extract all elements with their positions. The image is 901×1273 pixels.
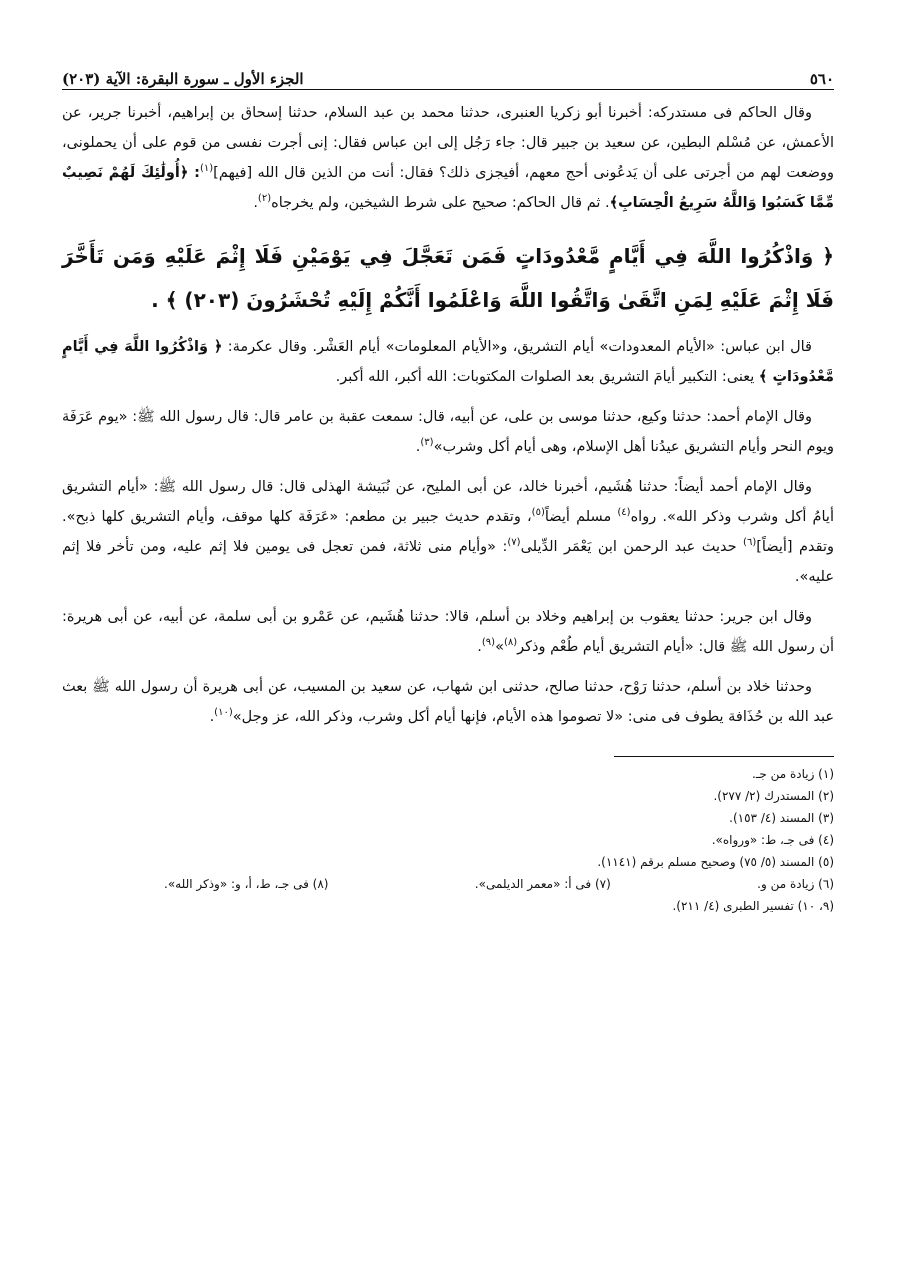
footnote-5: (٥) المسند (٥/ ٧٥) وصحيح مسلم برقم (١١٤١). xyxy=(597,855,834,869)
quran-quote: : ﴿أُولَٰئِكَ لَهُمْ نَصِيبٌ مِّمَّا كَسَبُوا وَاللَّهُ سَرِيعُ الْحِسَابِ﴾ xyxy=(62,165,834,211)
footnote-ref: (٣) xyxy=(420,437,434,449)
paragraph-text: وحدثنا خلاد بن أسلم، حدثنا رَوْح، حدثنا صالح، حدثنى ابن شهاب، عن سعيد بن المسيب، عن أبى هريرة أن رسول الله ﷺ بعث عبد الله بن حُذَافة يطوف فى منى: «لا تصوموا هذه الأيام، فإنها أيام أكل وشرب، وذكر الله، عز وجل» xyxy=(62,679,834,725)
footnote-4: (٤) فى جـ، ط: «ورواه». xyxy=(711,833,834,847)
paragraph-text: قال ابن عباس: «الأيام المعدودات» أيام التشريق، و«الأيام المعلومات» أيام العَشْر. وقال عكرمة: xyxy=(222,339,812,355)
paragraph-ibn-jarir xyxy=(62,602,834,662)
paragraph-khallad xyxy=(62,672,834,732)
paragraph-text: حديث عبد الرحمن ابن يَعْمَر الدِّيلى xyxy=(520,539,744,555)
paragraph-text: . ثم قال الحاكم: صحيح على شرط الشيخين، ولم يخرجاه xyxy=(271,195,610,211)
footnote-ref: (٨) xyxy=(503,637,518,649)
footnote-ref: (١٠) xyxy=(214,707,233,719)
paragraph-text: وقال ابن جرير: حدثنا يعقوب بن إبراهيم وخلاد بن أسلم، قالا: حدثنا هُشَيم، عن عَمْرو بن أبى سلمة، عن أبيه، عن أبى هريرة: أن رسول الله ﷺ قال: «أيام التشريق أيام طُعْم وذكر xyxy=(62,609,834,655)
paragraph-text: مسلم أيضاً xyxy=(544,509,618,525)
footnote-row-6-8 xyxy=(164,873,834,895)
page xyxy=(62,62,834,917)
page-number: ٥٦٠ xyxy=(809,70,834,88)
paragraph-end: . xyxy=(415,439,421,455)
footnote-7: (٧) فى أ: «معمر الديلمى». xyxy=(474,877,611,891)
paragraph-text: وقال الحاكم فى مستدركه: أخبرنا أبو زكريا العنبرى، حدثنا محمد بن عبد السلام، حدثنا إسحاق بن إبراهيم، أخبرنا جرير، عن الأعمش، عن مُسْلم البطين، عن سعيد بن جبير قال: جاء رَجُل إلى ابن عباس فقال: إنى أجرت نفسى من قوم على أن يحملونى، ووضعت لهم من أجرتى على أن يَدعُونى أحج معهم، أفيجزى ذلك؟ فقال: أنت من الذين قال الله [فيهم] xyxy=(62,105,834,181)
footnote-3: (٣) المسند (٤/ ١٥٣). xyxy=(729,811,834,825)
footnote-1: (١) زيادة من جـ. xyxy=(752,767,834,781)
footnote-9-10: (٩، ١٠) تفسير الطبرى (٤/ ٢١١). xyxy=(672,899,834,913)
footnote-divider-wrap xyxy=(62,742,834,763)
footnote-8: (٨) فى جـ، ط، أ، و: «وذكر الله». xyxy=(164,877,329,891)
footnote-2: (٢) المستدرك (٢/ ٢٧٧). xyxy=(713,789,834,803)
header-rule xyxy=(62,89,834,90)
paragraph-text: وقال الإمام أحمد: حدثنا وكيع، حدثنا موسى بن على، عن أبيه، قال: سمعت عقبة بن عامر قال: قال رسول الله ﷺ: «يوم عَرَفَة ويوم النحر وأيام التشريق عيدُنا أهل الإسلام، وهى أيام أكل وشرب» xyxy=(62,409,834,455)
paragraph-end: . xyxy=(477,639,482,655)
paragraph-text: » xyxy=(495,639,504,655)
footnotes xyxy=(62,763,834,917)
footnote-ref: (٢) xyxy=(257,193,272,205)
paragraph-end: . xyxy=(253,195,258,211)
paragraph-ibn-abbas xyxy=(62,332,834,392)
footnote-ref: (٥) xyxy=(531,507,545,519)
footnote-6: (٦) زيادة من و. xyxy=(757,877,834,891)
paragraph-ahmad-1 xyxy=(62,402,834,462)
paragraph-ahmad-2 xyxy=(62,472,834,592)
footnote-ref: (٩) xyxy=(481,637,496,649)
paragraph-text: وقال الإمام أحمد أيضاً: حدثنا هُشَيم، أخبرنا خالد، عن أبى المليح، عن نُبَيشة الهذلى قال: قال رسول الله ﷺ: «أيام التشريق أيامُ أكل وشرب وذكر الله». رواه xyxy=(62,479,834,525)
footnote-ref: (٤) xyxy=(617,507,631,519)
footnote-ref: (٧) xyxy=(507,537,521,549)
paragraph-hakim xyxy=(62,98,834,218)
paragraph-text: يعنى: التكبير أيامَ التشريق بعد الصلوات المكتوبات: الله أكبر، الله أكبر. xyxy=(335,369,759,385)
paragraph-end: . xyxy=(209,709,215,725)
footnote-divider xyxy=(614,756,834,757)
footnote-ref: (١) xyxy=(199,163,214,175)
page-header xyxy=(62,62,834,88)
running-title: الجزء الأول ـ سورة البقرة: الآية (٢٠٣) xyxy=(62,70,304,88)
main-verse: ﴿ وَاذْكُرُوا اللَّهَ فِي أَيَّامٍ مَّعْدُودَاتٍ فَمَن تَعَجَّلَ فِي يَوْمَيْنِ فَلَا إِثْمَ عَلَيْهِ وَمَن تَأَخَّرَ فَلَا إِثْمَ عَلَيْهِ لِمَنِ اتَّقَىٰ وَاتَّقُوا اللَّهَ وَاعْلَمُوا أَنَّكُمْ إِلَيْهِ تُحْشَرُونَ (٢٠٣) ﴾ . xyxy=(62,244,834,312)
quran-quote: ﴿ وَاذْكُرُوا اللَّهَ فِي أَيَّامٍ مَّعْدُودَاتٍ ﴾ xyxy=(62,339,834,385)
paragraph-text: ، وتقدم حديث جبير بن مطعم: «عَرَفَة كلها موقف، وأيام التشريق كلها ذبح». وتقدم [أيضاً] xyxy=(62,509,834,555)
footnote-ref: (٦) xyxy=(743,537,757,549)
paragraph-text: : «وأيام منى ثلاثة، فمن تعجل فى يومين فلا إثم عليه، ومن تأخر فلا إثم عليه». xyxy=(62,539,834,585)
